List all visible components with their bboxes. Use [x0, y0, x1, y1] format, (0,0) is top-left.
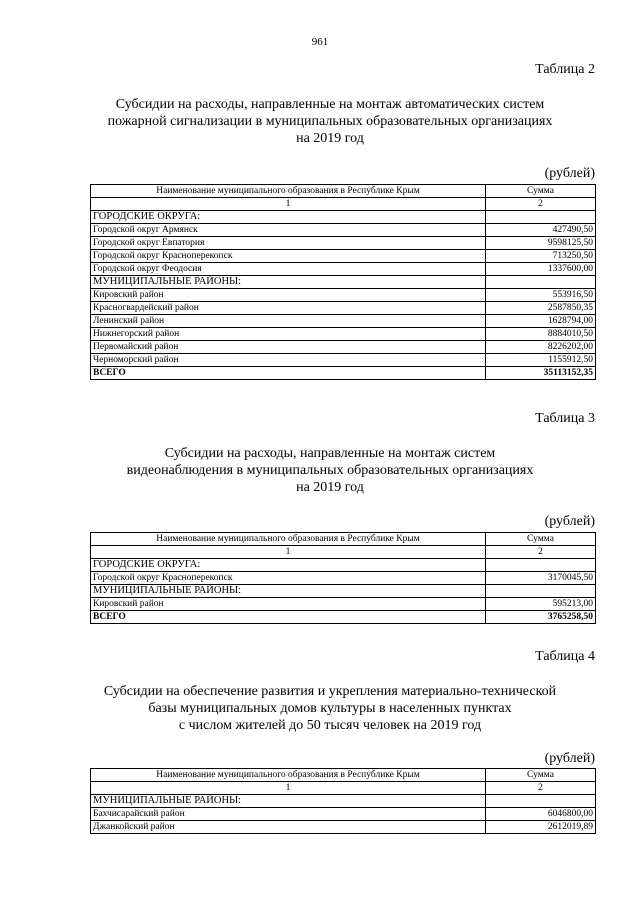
amount-cell: 1628794,00: [486, 315, 596, 328]
municipality-name-cell: Городской округ Феодосия: [91, 263, 486, 276]
amount-cell: 35113152,35: [486, 367, 596, 380]
section-row: [91, 276, 596, 289]
amount-cell: 713250,50: [486, 250, 596, 263]
column-number-cell: 2: [486, 546, 596, 559]
column-number-cell: 1: [91, 546, 486, 559]
amount-cell: [486, 559, 596, 572]
table-2-unit: (рублей): [544, 166, 595, 181]
municipality-name-cell: Городской округ Красноперекопск: [91, 572, 486, 585]
table-row: [91, 808, 596, 821]
amount-cell: [486, 211, 596, 224]
amount-cell: [486, 795, 596, 808]
table-3-label: Таблица 3: [535, 411, 595, 426]
amount-cell: 8226202,00: [486, 341, 596, 354]
column-number-row: [91, 782, 596, 795]
title-line: Субсидии на расходы, направленные на монтаж систем: [164, 446, 496, 461]
table-3-title: [60, 445, 600, 496]
amount-cell: [486, 585, 596, 598]
municipality-name-cell: Ленинский район: [91, 315, 486, 328]
municipality-name-cell: Кировский район: [91, 598, 486, 611]
amount-cell: 553916,50: [486, 289, 596, 302]
column-number-row: [91, 198, 596, 211]
table-4-unit: (рублей): [544, 751, 595, 766]
municipality-name-cell: Кировский район: [91, 289, 486, 302]
table-row: [91, 598, 596, 611]
table-4-title: [60, 683, 600, 734]
title-line: на 2019 год: [296, 480, 364, 495]
header-row: [91, 533, 596, 546]
table-2-title: [60, 96, 600, 147]
amount-cell: 1337600,00: [486, 263, 596, 276]
municipality-name-cell: Городской округ Армянск: [91, 224, 486, 237]
table-row: [91, 572, 596, 585]
municipality-name-cell: МУНИЦИПАЛЬНЫЕ РАЙОНЫ:: [91, 585, 486, 598]
table-4-label: Таблица 4: [535, 649, 595, 664]
amount-cell: 8884010,50: [486, 328, 596, 341]
section-row: [91, 585, 596, 598]
municipality-name-cell: Первомайский район: [91, 341, 486, 354]
title-line: базы муниципальных домов культуры в населенных пунктах: [148, 701, 512, 716]
amount-cell: [486, 276, 596, 289]
municipality-name-cell: Городской округ Евпатория: [91, 237, 486, 250]
amount-cell: 427490,50: [486, 224, 596, 237]
table-2: [90, 184, 596, 380]
table-row: [91, 224, 596, 237]
column-number-cell: 1: [91, 782, 486, 795]
header-sum-cell: Сумма: [486, 533, 596, 546]
header-row: [91, 185, 596, 198]
municipality-name-cell: МУНИЦИПАЛЬНЫЕ РАЙОНЫ:: [91, 795, 486, 808]
table-row: [91, 328, 596, 341]
municipality-name-cell: Нижнегорский район: [91, 328, 486, 341]
municipality-name-cell: МУНИЦИПАЛЬНЫЕ РАЙОНЫ:: [91, 276, 486, 289]
page-number: 961: [311, 36, 329, 48]
title-line: Субсидии на обеспечение развития и укрепления материально-технической: [103, 684, 557, 699]
amount-cell: 2612019,89: [486, 821, 596, 834]
amount-cell: 3170045,50: [486, 572, 596, 585]
header-name-cell: Наименование муниципального образования в Республике Крым: [91, 533, 486, 546]
table-row: [91, 237, 596, 250]
amount-cell: 595213,00: [486, 598, 596, 611]
municipality-name-cell: Джанкойский район: [91, 821, 486, 834]
table-row: [91, 821, 596, 834]
title-line: с числом жителей до 50 тысяч человек на 2019 год: [178, 718, 482, 733]
municipality-name-cell: Городской округ Красноперекопск: [91, 250, 486, 263]
title-line: пожарной сигнализации в муниципальных образовательных организациях: [107, 114, 553, 129]
table-2-label: Таблица 2: [535, 62, 595, 77]
table-row: [91, 263, 596, 276]
header-name-cell: Наименование муниципального образования в Республике Крым: [91, 185, 486, 198]
municipality-name-cell: ГОРОДСКИЕ ОКРУГА:: [91, 211, 486, 224]
title-line: видеонаблюдения в муниципальных образовательных организациях: [126, 463, 534, 478]
title-line: Субсидии на расходы, направленные на монтаж автоматических систем: [115, 97, 545, 112]
amount-cell: 3765258,50: [486, 611, 596, 624]
table-row: [91, 341, 596, 354]
header-row: [91, 769, 596, 782]
table-4: [90, 768, 596, 834]
municipality-name-cell: Красногвардейский район: [91, 302, 486, 315]
amount-cell: 1155912,50: [486, 354, 596, 367]
municipality-name-cell: Черноморский район: [91, 354, 486, 367]
municipality-name-cell: ГОРОДСКИЕ ОКРУГА:: [91, 559, 486, 572]
table-row: [91, 250, 596, 263]
title-line: на 2019 год: [296, 131, 364, 146]
table-row: [91, 289, 596, 302]
section-row: [91, 559, 596, 572]
column-number-cell: 1: [91, 198, 486, 211]
table-3: [90, 532, 596, 624]
amount-cell: 6046800,00: [486, 808, 596, 821]
header-name-cell: Наименование муниципального образования в Республике Крым: [91, 769, 486, 782]
amount-cell: 2587850,35: [486, 302, 596, 315]
section-row: [91, 211, 596, 224]
table-row: [91, 354, 596, 367]
section-row: [91, 795, 596, 808]
municipality-name-cell: Бахчисарайский район: [91, 808, 486, 821]
column-number-cell: 2: [486, 198, 596, 211]
column-number-cell: 2: [486, 782, 596, 795]
column-number-row: [91, 546, 596, 559]
header-sum-cell: Сумма: [486, 769, 596, 782]
total-row: [91, 367, 596, 380]
table-row: [91, 315, 596, 328]
table-3-unit: (рублей): [544, 514, 595, 529]
total-row: [91, 611, 596, 624]
amount-cell: 9598125,50: [486, 237, 596, 250]
header-sum-cell: Сумма: [486, 185, 596, 198]
municipality-name-cell: ВСЕГО: [91, 367, 486, 380]
table-row: [91, 302, 596, 315]
municipality-name-cell: ВСЕГО: [91, 611, 486, 624]
